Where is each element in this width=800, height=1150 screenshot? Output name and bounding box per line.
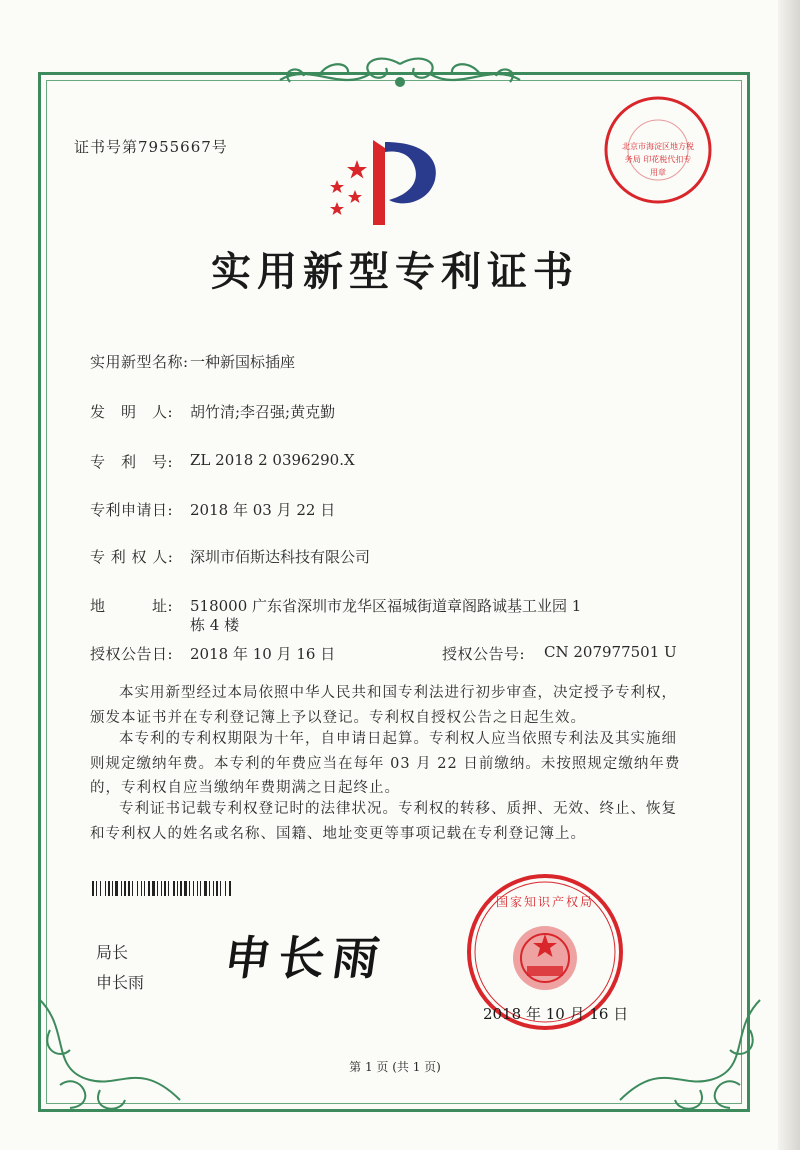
- barcode-bar: [128, 881, 130, 896]
- barcode-bar: [209, 881, 210, 896]
- certificate-number: 证书号第7955667号: [74, 138, 228, 156]
- barcode-bar: [229, 881, 231, 896]
- barcode-bar: [108, 881, 110, 896]
- barcode-bar: [124, 881, 126, 896]
- grant-number-value: CN 207977501 U: [544, 643, 677, 661]
- scan-edge-shadow: [778, 0, 800, 1150]
- barcode-bar: [200, 881, 201, 896]
- page-number: 第 1 页 (共 1 页): [349, 1060, 441, 1074]
- barcode-bar: [157, 881, 158, 896]
- paragraph-grant: 本实用新型经过本局依照中华人民共和国专利法进行初步审查，决定授予专利权，颁发本证书并在专利登记簿上予以登记。专利权自授权公告之日起生效。: [90, 685, 677, 726]
- barcode-bar: [141, 881, 142, 896]
- utility-model-name-label: 实用新型名称:: [90, 353, 189, 371]
- barcode-bar: [220, 881, 221, 896]
- paragraph-term: 本专利的专利权期限为十年，自申请日起算。专利权人应当依照专利法及其实施细则规定缴纳年费。本专利的年费应当在每年 03 月 22 日前缴纳。未按照规定缴纳年费的，专利权自应当缴纳年费期满之日起终止。: [90, 731, 681, 796]
- barcode-bar: [193, 881, 194, 896]
- barcode-bar: [204, 881, 207, 896]
- bottom-left-ornament-icon: [30, 990, 190, 1120]
- patent-holder-label: 专 利 权 人:: [90, 548, 174, 566]
- filing-date-value: 2018 年 03 月 22 日: [190, 501, 336, 519]
- address-label: 地 址:: [90, 597, 174, 615]
- barcode-bar: [137, 881, 138, 896]
- certificate-border-inner: [46, 80, 742, 1104]
- barcode-bar: [144, 881, 145, 896]
- patent-holder-value: 深圳市佰斯达科技有限公司: [190, 548, 371, 566]
- barcode-bar: [184, 881, 187, 896]
- director-signature: 申长雨: [220, 931, 391, 985]
- barcode-bar: [92, 881, 94, 896]
- barcode-bar: [173, 881, 175, 896]
- barcode-bar: [180, 881, 182, 896]
- barcode-bar: [164, 881, 166, 896]
- inventor-label: 发 明 人:: [90, 403, 174, 421]
- barcode-bar: [121, 881, 122, 896]
- barcode-bar: [189, 881, 190, 896]
- inventor-value: 胡竹清;李召强;黄克勤: [190, 403, 336, 421]
- address-value-line2: 栋 4 楼: [190, 616, 240, 634]
- grant-number-label: 授权公告号:: [442, 645, 526, 663]
- barcode-bar: [105, 881, 106, 896]
- barcode-bar: [197, 881, 198, 896]
- barcode-bar: [115, 881, 118, 896]
- utility-model-name-value: 一种新国标插座: [190, 353, 296, 371]
- barcode-bar: [213, 881, 214, 896]
- barcode-bar: [96, 881, 97, 896]
- tax-stamp-text: 北京市海淀区地方税务局 印花税代扣专用章: [622, 142, 694, 177]
- barcode-bar: [132, 881, 133, 896]
- paragraph-legal-status: 专利证书记载专利权登记时的法律状况。专利权的转移、质押、无效、终止、恢复和专利权人的姓名或名称、国籍、地址变更等事项记载在专利登记簿上。: [90, 801, 677, 842]
- barcode-bar: [225, 881, 226, 896]
- certificate-title: 实用新型专利证书: [211, 249, 579, 295]
- patent-office-logo-icon: [315, 130, 445, 230]
- barcode-bar: [152, 881, 155, 896]
- patent-number-value: ZL 2018 2 0396290.X: [190, 451, 355, 469]
- filing-date-label: 专利申请日:: [90, 501, 174, 519]
- barcode: [92, 881, 282, 896]
- barcode-bar: [168, 881, 169, 896]
- barcode-bar: [100, 881, 101, 896]
- grant-date-label: 授权公告日:: [90, 645, 174, 663]
- barcode-bar: [148, 881, 150, 896]
- address-value-line1: 518000 广东省深圳市龙华区福城街道章阁路诚基工业园 1: [190, 597, 582, 615]
- barcode-bar: [177, 881, 178, 896]
- barcode-bar: [161, 881, 162, 896]
- director-name: 申长雨: [96, 973, 145, 992]
- grant-date-value: 2018 年 10 月 16 日: [190, 645, 336, 663]
- official-seal-date: 2018 年 10 月 16 日: [483, 1005, 629, 1023]
- official-seal-text: 国家知识产权局: [495, 895, 594, 909]
- barcode-bar: [112, 881, 113, 896]
- director-title: 局长: [96, 943, 129, 962]
- top-ornament-icon: [260, 52, 540, 102]
- barcode-bar: [216, 881, 218, 896]
- patent-number-label: 专 利 号:: [90, 453, 174, 471]
